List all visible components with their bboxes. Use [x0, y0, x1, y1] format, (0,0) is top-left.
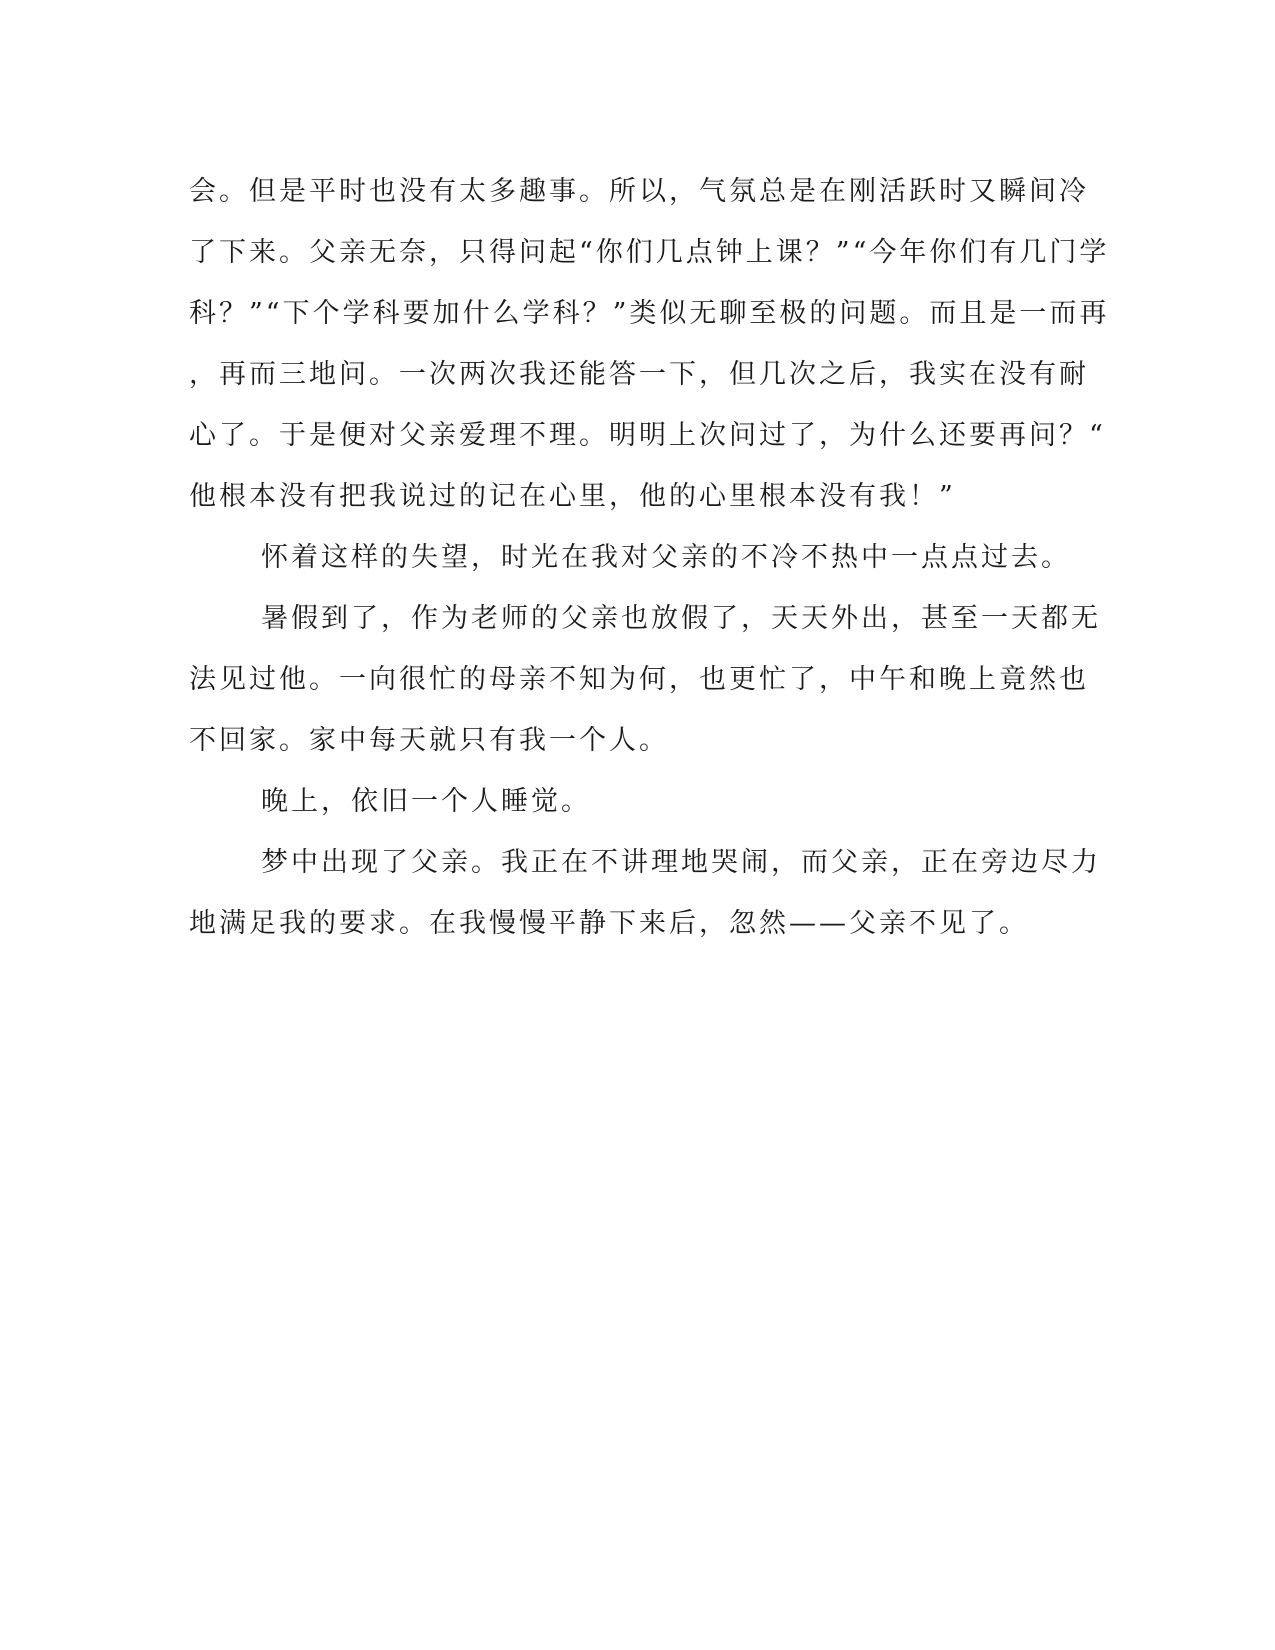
text-line: 会。但是平时也没有太多趣事。所以，气氛总是在刚活跃时又瞬间冷 [189, 176, 1089, 207]
text-line: 了下来。父亲无奈，只得问起“你们几点钟上课？”“今年你们有几门学 [189, 237, 1110, 268]
paragraph-start-line: 晚上，依旧一个人睡觉。 [261, 786, 591, 817]
text-line: 地满足我的要求。在我慢慢平静下来后，忽然——父亲不见了。 [189, 908, 1029, 939]
paragraph-start-line: 暑假到了，作为老师的父亲也放假了，天天外出，甚至一天都无 [261, 603, 1101, 634]
text-line: 他根本没有把我说过的记在心里，他的心里根本没有我！” [189, 481, 956, 512]
text-line: 心了。于是便对父亲爱理不理。明明上次问过了，为什么还要再问？“ [189, 420, 1106, 451]
paragraph-start-line: 梦中出现了父亲。我正在不讲理地哭闹，而父亲，正在旁边尽力 [261, 847, 1101, 878]
text-line: ，再而三地问。一次两次我还能答一下，但几次之后，我实在没有耐 [189, 359, 1089, 390]
text-line: 科？”“下个学科要加什么学科？”类似无聊至极的问题。而且是一而再 [189, 298, 1110, 329]
text-line: 不回家。家中每天就只有我一个人。 [189, 725, 669, 756]
body-text [189, 161, 1110, 954]
text-line: 法见过他。一向很忙的母亲不知为何，也更忙了，中午和晚上竟然也 [189, 664, 1089, 695]
paragraph-start-line: 怀着这样的失望，时光在我对父亲的不冷不热中一点点过去。 [261, 542, 1071, 573]
